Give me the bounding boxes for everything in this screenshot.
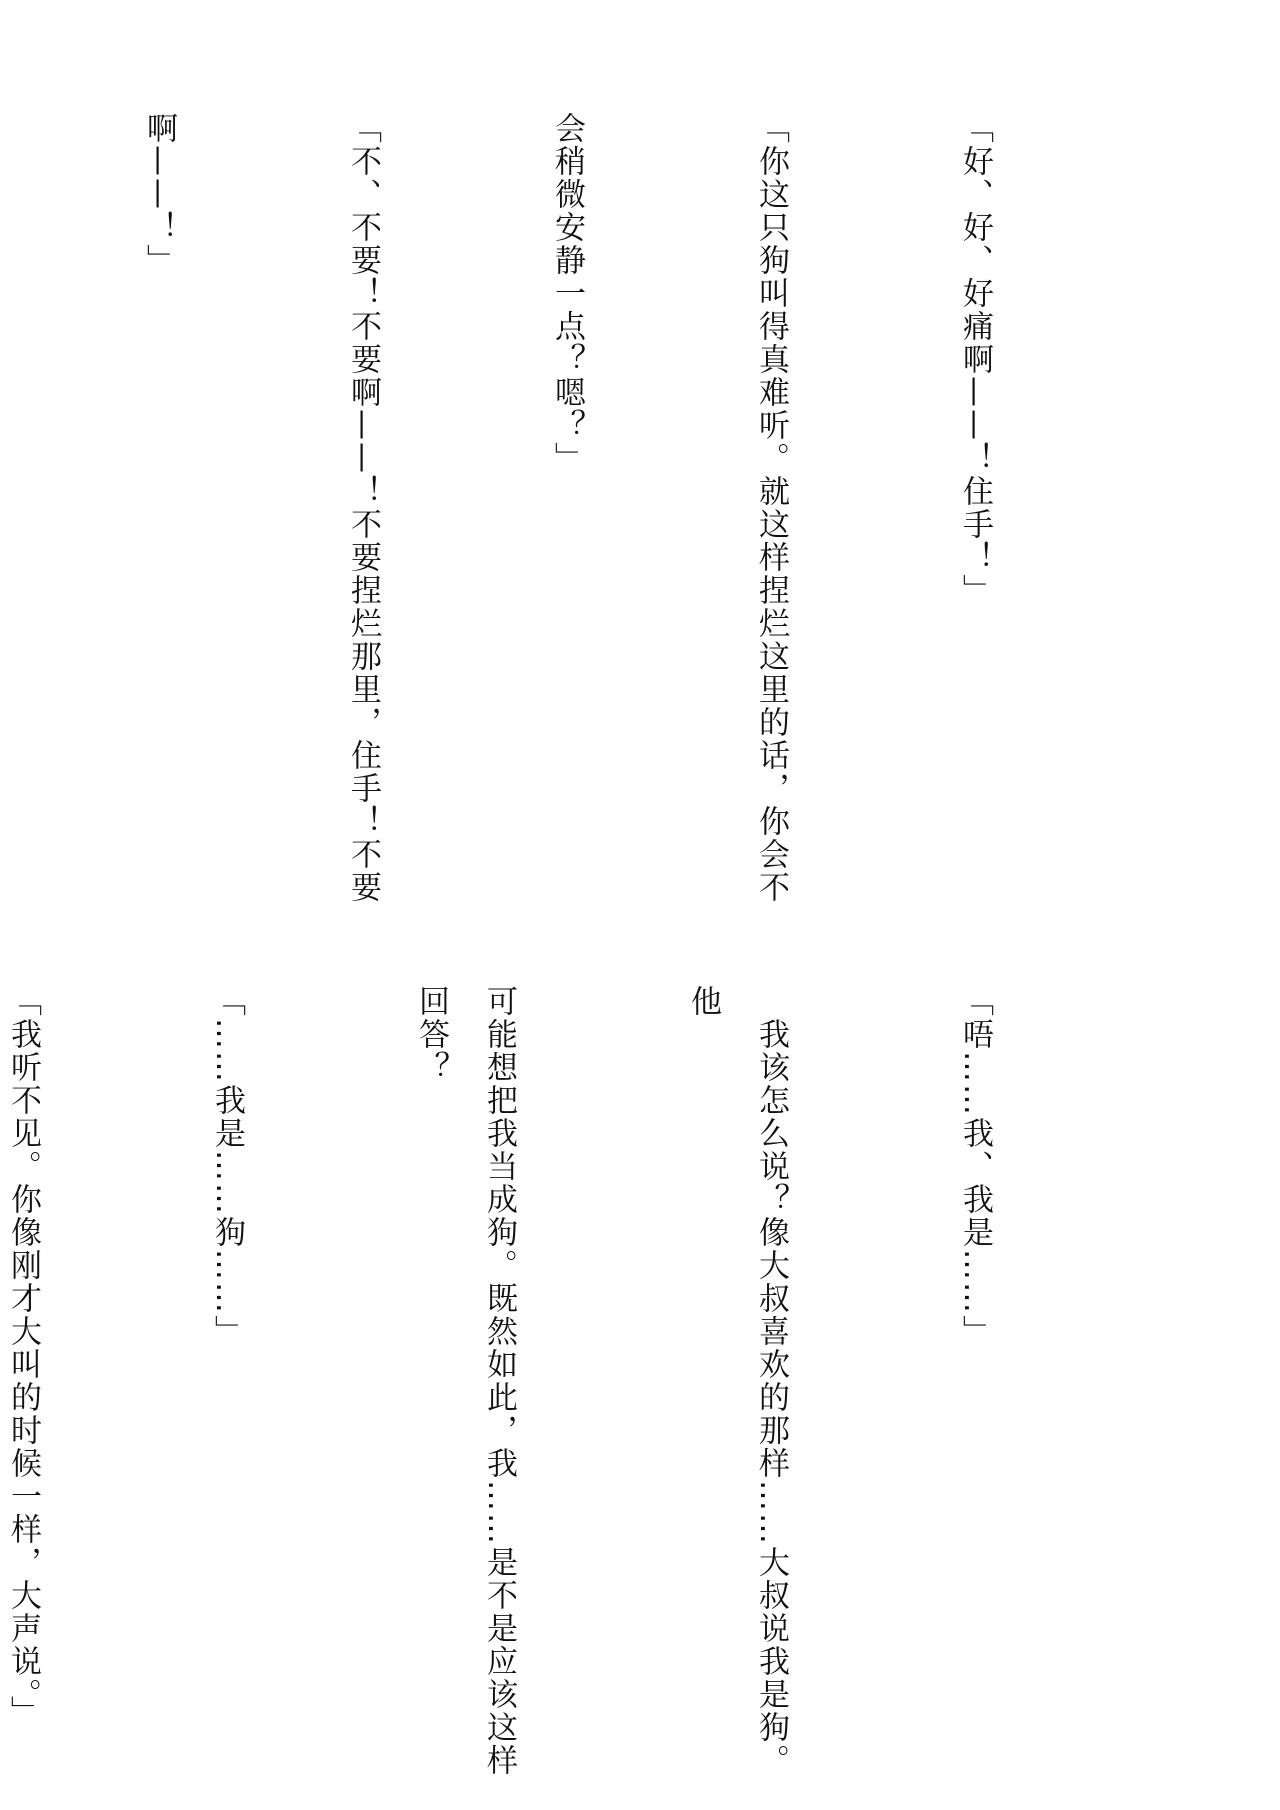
text-line: 会稍微安静一点？嗯？」 xyxy=(549,112,585,475)
text-line: 啊——！」 xyxy=(141,112,177,277)
text-line: 我该怎么说？像大叔喜欢的那样……大叔说我是狗。他 xyxy=(685,985,789,1777)
text-line: 「你这只狗叫得真难听。就这样捏烂这里的话，你会不 xyxy=(753,112,789,904)
text-line: 「好、好、好痛啊——！住手！」 xyxy=(957,112,993,607)
text-block-top xyxy=(0,112,1145,932)
text-line: 「唔……我、我是……」 xyxy=(957,985,993,1348)
text-line: 「……我是……狗……」 xyxy=(209,985,245,1348)
text-line: 可能想把我当成狗。既然如此，我……是不是应该这样回答？ xyxy=(413,985,517,1777)
text-line: 「不、不要！不要啊——！不要捏烂那里，住手！不要 xyxy=(345,112,381,904)
text-block-bottom xyxy=(0,985,1145,1805)
text-line: 「我听不见。你像刚才大叫的时候一样，大声说。」 xyxy=(5,985,41,1729)
